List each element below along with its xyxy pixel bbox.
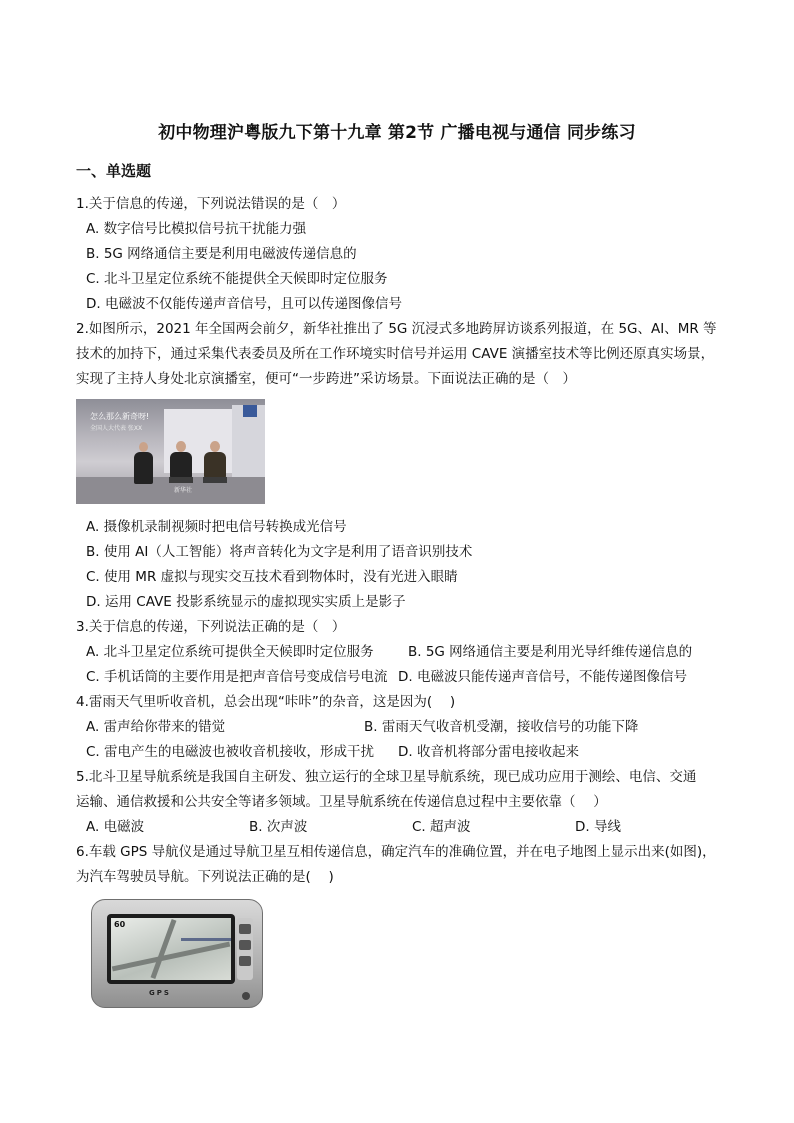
question-5-option-a: A. 电磁波 bbox=[86, 819, 145, 835]
question-5-option-c: C. 超声波 bbox=[412, 819, 471, 835]
person-head bbox=[139, 442, 148, 452]
map-road bbox=[151, 919, 177, 979]
question-5-option-d: D. 导线 bbox=[575, 819, 621, 835]
gps-button bbox=[239, 924, 251, 934]
person-head bbox=[210, 441, 220, 452]
gps-speed: 60 bbox=[114, 920, 126, 929]
question-3-option-d: D. 电磁波只能传递声音信号，不能传递图像信号 bbox=[398, 669, 687, 685]
question-2-option-d: D. 运用 CAVE 投影系统显示的虚拟现实实质上是影子 bbox=[86, 594, 406, 610]
photo-subcaption: 全国人大代表 张XX bbox=[90, 425, 143, 432]
question-4-option-b: B. 雷雨天气收音机受潮，接收信号的功能下降 bbox=[364, 719, 639, 735]
chair bbox=[203, 477, 227, 483]
question-5-stem-line-2: 运输、通信救援和公共安全等诸多领域。卫星导航系统在传递信息过程中主要依靠（ ） bbox=[76, 794, 607, 810]
question-3-option-c: C. 手机话筒的主要作用是把声音信号变成信号电流 bbox=[86, 669, 388, 685]
gps-knob bbox=[242, 992, 250, 1000]
section-heading: 一、单选题 bbox=[76, 162, 152, 180]
photo-logo: 新华社 bbox=[174, 487, 193, 494]
gps-button bbox=[239, 940, 251, 950]
map-road bbox=[112, 942, 230, 972]
question-2-stem-line-2: 技术的加持下，通过采集代表委员及所在工作环境实时信号并运用 CAVE 演播室技术等比例还原真实场景， bbox=[76, 346, 715, 362]
question-4-option-a: A. 雷声给你带来的错觉 bbox=[86, 719, 226, 735]
question-4-option-c: C. 雷电产生的电磁波也被收音机接收，形成干扰 bbox=[86, 744, 375, 760]
page-title: 初中物理沪粤版九下第十九章 第2节 广播电视与通信 同步练习 bbox=[158, 123, 636, 143]
gps-device-image bbox=[91, 899, 263, 1008]
gps-label: GPS bbox=[149, 989, 171, 997]
question-4-stem: 4.雷雨天气里听收音机，总会出现“咔咔”的杂音，这是因为( ) bbox=[76, 694, 456, 710]
question-2-stem-line-1: 2.如图所示，2021 年全国两会前夕，新华社推出了 5G 沉浸式多地跨屏访谈系列报道，在 5G、AI、MR 等 bbox=[76, 321, 717, 337]
person-head bbox=[176, 441, 186, 452]
question-6-stem-line-2: 为汽车驾驶员导航。下列说法正确的是( ) bbox=[76, 869, 334, 885]
person-figure bbox=[204, 452, 226, 478]
interview-photo bbox=[76, 399, 265, 504]
question-1-option-a: A. 数字信号比模拟信号抗干扰能力强 bbox=[86, 221, 307, 237]
question-5-stem-line-1: 5.北斗卫星导航系统是我国自主研发、独立运行的全球卫星导航系统，现已成功应用于测绘、电信、交通 bbox=[76, 769, 697, 785]
question-1-option-d: D. 电磁波不仅能传递声音信号，且可以传递图像信号 bbox=[86, 296, 402, 312]
gps-map bbox=[111, 918, 231, 980]
question-6-stem-line-1: 6.车载 GPS 导航仪是通过导航卫星互相传递信息，确定汽车的准确位置，并在电子地图上显示出来(如图)， bbox=[76, 844, 716, 860]
gps-side-panel bbox=[237, 918, 253, 980]
question-2-stem-line-3: 实现了主持人身处北京演播室，便可“一步跨进”采访场景。下面说法正确的是（ ） bbox=[76, 371, 576, 387]
question-2-option-c: C. 使用 MR 虚拟与现实交互技术看到物体时，没有光进入眼睛 bbox=[86, 569, 458, 585]
question-4-option-d: D. 收音机将部分雷电接收起来 bbox=[398, 744, 579, 760]
question-1-option-c: C. 北斗卫星定位系统不能提供全天候即时定位服务 bbox=[86, 271, 388, 287]
question-1-stem: 1.关于信息的传递，下列说法错误的是（ ） bbox=[76, 196, 346, 212]
question-1-option-b: B. 5G 网络通信主要是利用电磁波传递信息的 bbox=[86, 246, 357, 262]
question-3-stem: 3.关于信息的传递，下列说法正确的是（ ） bbox=[76, 619, 346, 635]
chair bbox=[169, 477, 193, 483]
person-figure bbox=[134, 452, 153, 484]
question-5-option-b: B. 次声波 bbox=[249, 819, 308, 835]
map-route bbox=[181, 938, 231, 941]
photo-badge bbox=[243, 405, 257, 417]
person-figure bbox=[170, 452, 192, 478]
question-2-option-b: B. 使用 AI（人工智能）将声音转化为文字是利用了语音识别技术 bbox=[86, 544, 473, 560]
question-3-option-b: B. 5G 网络通信主要是利用光导纤维传递信息的 bbox=[408, 644, 693, 660]
photo-caption: 怎么那么新奇呀! bbox=[90, 412, 150, 421]
gps-screen bbox=[107, 914, 235, 984]
gps-button bbox=[239, 956, 251, 966]
question-2-option-a: A. 摄像机录制视频时把电信号转换成光信号 bbox=[86, 519, 347, 535]
question-3-option-a: A. 北斗卫星定位系统可提供全天候即时定位服务 bbox=[86, 644, 374, 660]
